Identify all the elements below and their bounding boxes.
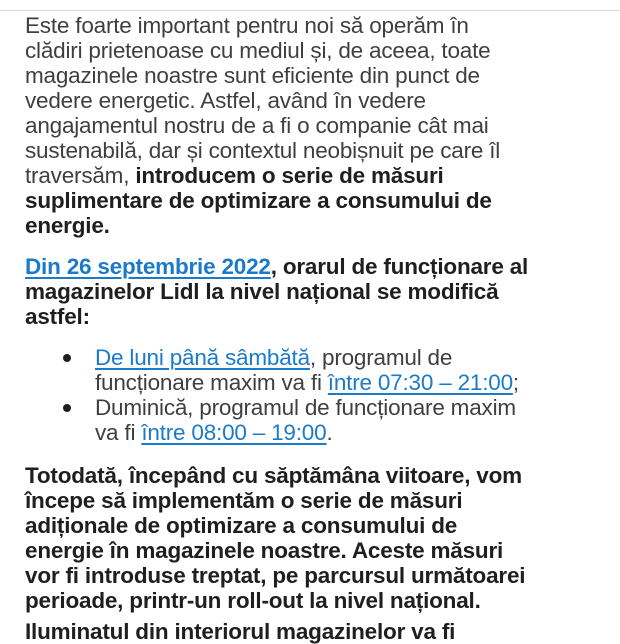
text-segment: , programul de <box>309 345 453 370</box>
text-line <box>25 113 600 138</box>
text-segment: clădiri prietenoase cu mediul și, de aceea, toate <box>25 38 491 63</box>
text-line <box>25 588 600 613</box>
text-line <box>25 538 600 563</box>
link-interval-luni-sambata[interactable]: între 07:30 – 21:00 <box>327 370 513 395</box>
clipped-paragraph <box>25 619 600 644</box>
schedule-list <box>25 345 600 445</box>
text-segment: începe să implementăm o serie de măsuri <box>25 488 463 513</box>
text-line <box>25 304 600 329</box>
text-line <box>25 63 600 88</box>
link-de-luni-pana-sambata[interactable]: De luni până sâmbătă <box>95 345 310 370</box>
text-segment: va fi <box>95 420 142 445</box>
top-divider <box>0 10 620 11</box>
schedule-intro-paragraph <box>25 254 600 329</box>
text-segment: suplimentare de optimizare a consumului de <box>25 188 492 213</box>
intro-paragraph <box>25 13 600 238</box>
text-segment: introducem o serie de măsuri <box>135 163 444 188</box>
text-segment: , orarul de funcționare al <box>270 254 529 279</box>
text-segment: magazinele noastre sunt eficiente din punct de <box>25 63 480 88</box>
text-segment: ; <box>512 370 519 395</box>
text-line <box>25 279 600 304</box>
text-segment: perioade, printr-un roll-out la nivel național. <box>25 588 481 613</box>
text-segment: Este foarte important pentru noi să operăm în <box>25 13 469 38</box>
text-line <box>25 463 600 488</box>
bullet-icon <box>63 404 71 412</box>
text-line <box>25 163 600 188</box>
text-line <box>25 488 600 513</box>
text-segment: adiționale de optimizare a consumului de <box>25 513 458 538</box>
text-segment: astfel: <box>25 304 90 329</box>
text-segment: vor fi introduse treptat, pe parcursul următoarei <box>25 563 526 588</box>
measures-paragraph <box>25 463 600 613</box>
text-line <box>25 138 600 163</box>
text-line <box>25 420 600 445</box>
text-line <box>25 370 600 395</box>
text-line <box>25 213 600 238</box>
text-line <box>25 88 600 113</box>
text-line <box>25 395 600 420</box>
text-segment: energie în magazinele noastre. Aceste măsuri <box>25 538 504 563</box>
text-segment: Iluminatul din interiorul magazinelor va fi <box>25 619 456 644</box>
text-line <box>25 563 600 588</box>
text-line <box>25 345 600 370</box>
text-segment: Duminică, programul de funcționare maxim <box>95 395 516 420</box>
text-segment: energie. <box>25 213 110 238</box>
link-interval-duminica[interactable]: între 08:00 – 19:00 <box>141 420 327 445</box>
text-segment: Totodată, începând cu săptămâna viitoare, vom <box>25 463 522 488</box>
bullet-icon <box>63 354 71 362</box>
text-line <box>25 254 600 279</box>
text-line <box>25 38 600 63</box>
text-segment: . <box>326 420 333 445</box>
text-line <box>25 13 600 38</box>
text-line <box>25 513 600 538</box>
text-segment: funcționare maxim va fi <box>95 370 328 395</box>
text-line <box>25 619 600 644</box>
text-segment: vedere energetic. Astfel, având în vedere <box>25 88 426 113</box>
text-segment: sustenabilă, dar și contextul neobișnuit pe care îl <box>25 138 501 163</box>
link-din-26-septembrie-2022[interactable]: Din 26 septembrie 2022 <box>25 254 271 279</box>
text-line <box>25 188 600 213</box>
text-segment: angajamentul nostru de a fi o companie cât mai <box>25 113 489 138</box>
text-segment: magazinelor Lidl la nivel național se modifică <box>25 279 499 304</box>
text-segment: traversăm, <box>25 163 136 188</box>
